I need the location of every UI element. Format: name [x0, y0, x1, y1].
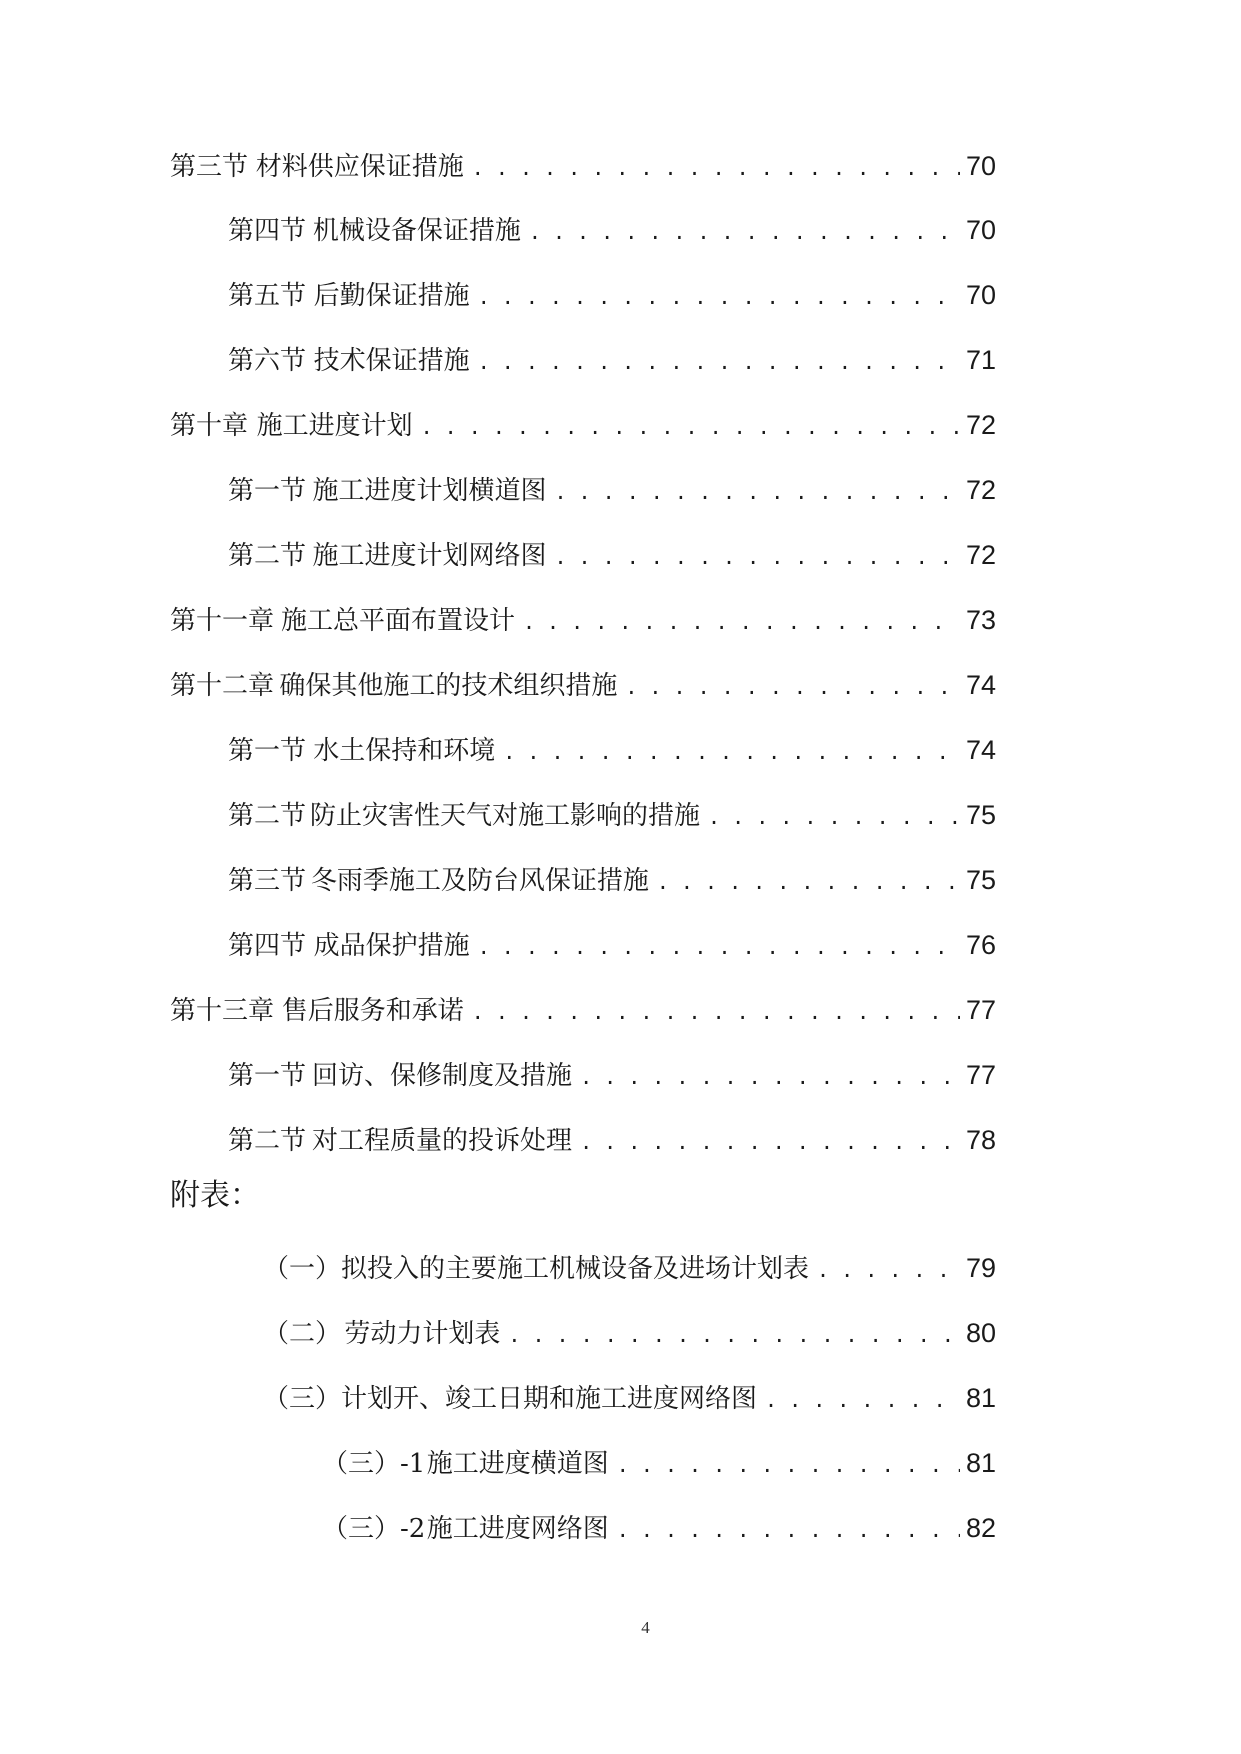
dot-leader [765, 1380, 960, 1420]
entry-number: 第十一章 [170, 606, 275, 636]
entry-number: 第三节 [170, 152, 249, 182]
appendix-entry[interactable] [263, 1313, 996, 1353]
entry-title: 机械设备保证措施 [312, 216, 521, 246]
entry-title: 施工总平面布置设计 [280, 606, 515, 636]
toc-entry[interactable] [228, 1120, 996, 1160]
toc-entry[interactable] [228, 795, 996, 835]
entry-page-number: 78 [965, 1125, 996, 1155]
entry-page-number: 71 [965, 345, 996, 375]
entry-page-number: 70 [965, 151, 996, 181]
appendix-heading: 附表： [170, 1178, 260, 1213]
entry-page-number: 74 [965, 670, 996, 700]
appendix-entry[interactable] [263, 1248, 996, 1288]
entry-title: 技术保证措施 [313, 346, 470, 376]
dot-leader [478, 277, 960, 317]
appendix-entry[interactable] [322, 1443, 996, 1483]
appendix-entry[interactable] [322, 1508, 996, 1548]
entry-number: 第一节 [228, 1061, 307, 1091]
toc-entry[interactable] [228, 860, 996, 900]
entry-page-number: 80 [965, 1318, 996, 1348]
toc-entry[interactable] [170, 665, 996, 705]
dot-leader [617, 1510, 960, 1550]
entry-title: 施工进度计划网络图 [312, 541, 547, 571]
toc-entry[interactable] [228, 210, 996, 250]
entry-page-number: 82 [965, 1513, 996, 1543]
entry-number: （三）-1 [322, 1449, 426, 1479]
entry-page-number: 70 [965, 280, 996, 310]
dot-leader [625, 667, 960, 707]
entry-number: 第十三章 [170, 996, 275, 1026]
entry-number: 第四节 [228, 216, 307, 246]
entry-title: 防止灾害性天气对施工影响的措施 [310, 801, 701, 831]
entry-title: 施工进度计划横道图 [312, 476, 547, 506]
entry-page-number: 73 [965, 605, 996, 635]
entry-title: 劳动力计划表 [344, 1319, 501, 1349]
entry-page-number: 72 [965, 410, 996, 440]
entry-page-number: 81 [965, 1383, 996, 1413]
dot-leader [817, 1250, 960, 1290]
entry-number: 第十章 [170, 411, 249, 441]
entry-title: 回访、保修制度及措施 [312, 1061, 573, 1091]
entry-page-number: 75 [965, 800, 996, 830]
entry-title: 对工程质量的投诉处理 [312, 1126, 573, 1156]
dot-leader [529, 212, 960, 252]
dot-leader [554, 537, 959, 577]
entry-title: 施工进度网络图 [426, 1514, 609, 1544]
dot-leader [472, 992, 960, 1032]
entry-number: 第十二章 [170, 671, 275, 701]
entry-title: 水土保持和环境 [313, 736, 496, 766]
entry-title: 确保其他施工的技术组织措施 [279, 671, 618, 701]
entry-title: 施工进度横道图 [426, 1449, 609, 1479]
entry-number: 第三节 [228, 866, 307, 896]
dot-leader [472, 148, 960, 188]
toc-entry[interactable] [228, 340, 996, 380]
toc-entry[interactable] [170, 405, 996, 445]
toc-entry[interactable] [228, 925, 996, 965]
entry-title: 冬雨季施工及防台风保证措施 [310, 866, 649, 896]
dot-leader [478, 342, 960, 382]
entry-number: （二） [263, 1319, 342, 1349]
toc-entry[interactable] [228, 535, 996, 575]
page-number: 4 [641, 1618, 650, 1637]
dot-leader [580, 1057, 960, 1097]
entry-page-number: 72 [965, 475, 996, 505]
entry-page-number: 70 [965, 215, 996, 245]
entry-title: 材料供应保证措施 [255, 152, 464, 182]
entry-number: 第一节 [228, 476, 307, 506]
entry-title: 计划开、竣工日期和施工进度网络图 [341, 1384, 758, 1414]
entry-number: 第四节 [228, 931, 307, 961]
entry-number: 第二节 [228, 1126, 307, 1156]
appendix-entry[interactable] [263, 1378, 996, 1418]
entry-number: 第六节 [228, 346, 307, 376]
entry-number: （一） [263, 1254, 342, 1284]
entry-title: 后勤保证措施 [313, 281, 470, 311]
entry-page-number: 75 [965, 865, 996, 895]
toc-entry[interactable] [228, 1055, 996, 1095]
entry-page-number: 76 [965, 930, 996, 960]
dot-leader [580, 1122, 960, 1162]
entry-title: 成品保护措施 [313, 931, 470, 961]
dot-leader [523, 602, 960, 642]
entry-title: 拟投入的主要施工机械设备及进场计划表 [341, 1254, 810, 1284]
toc-entry[interactable] [170, 600, 996, 640]
entry-number: （三）-2 [322, 1514, 426, 1544]
entry-number: （三） [263, 1384, 342, 1414]
toc-entry[interactable] [228, 275, 996, 315]
entry-number: 第五节 [228, 281, 307, 311]
dot-leader [554, 472, 959, 512]
dot-leader [508, 1315, 960, 1355]
entry-number: 第二节 [228, 541, 307, 571]
dot-leader [708, 797, 960, 837]
toc-entry[interactable] [228, 470, 996, 510]
dot-leader [657, 862, 960, 902]
dot-leader [421, 407, 960, 447]
entry-page-number: 81 [965, 1448, 996, 1478]
entry-page-number: 77 [965, 995, 996, 1025]
entry-page-number: 77 [965, 1060, 996, 1090]
dot-leader [503, 732, 960, 772]
dot-leader [617, 1445, 960, 1485]
toc-entry[interactable] [170, 990, 996, 1030]
toc-entry[interactable] [170, 146, 996, 186]
entry-number: 第一节 [228, 736, 307, 766]
entry-number: 第二节 [228, 801, 307, 831]
entry-page-number: 79 [965, 1253, 996, 1283]
entry-title: 施工进度计划 [256, 411, 413, 441]
entry-page-number: 72 [965, 540, 996, 570]
entry-title: 售后服务和承诺 [281, 996, 464, 1026]
toc-entry[interactable] [228, 730, 996, 770]
entry-page-number: 74 [965, 735, 996, 765]
dot-leader [478, 927, 960, 967]
